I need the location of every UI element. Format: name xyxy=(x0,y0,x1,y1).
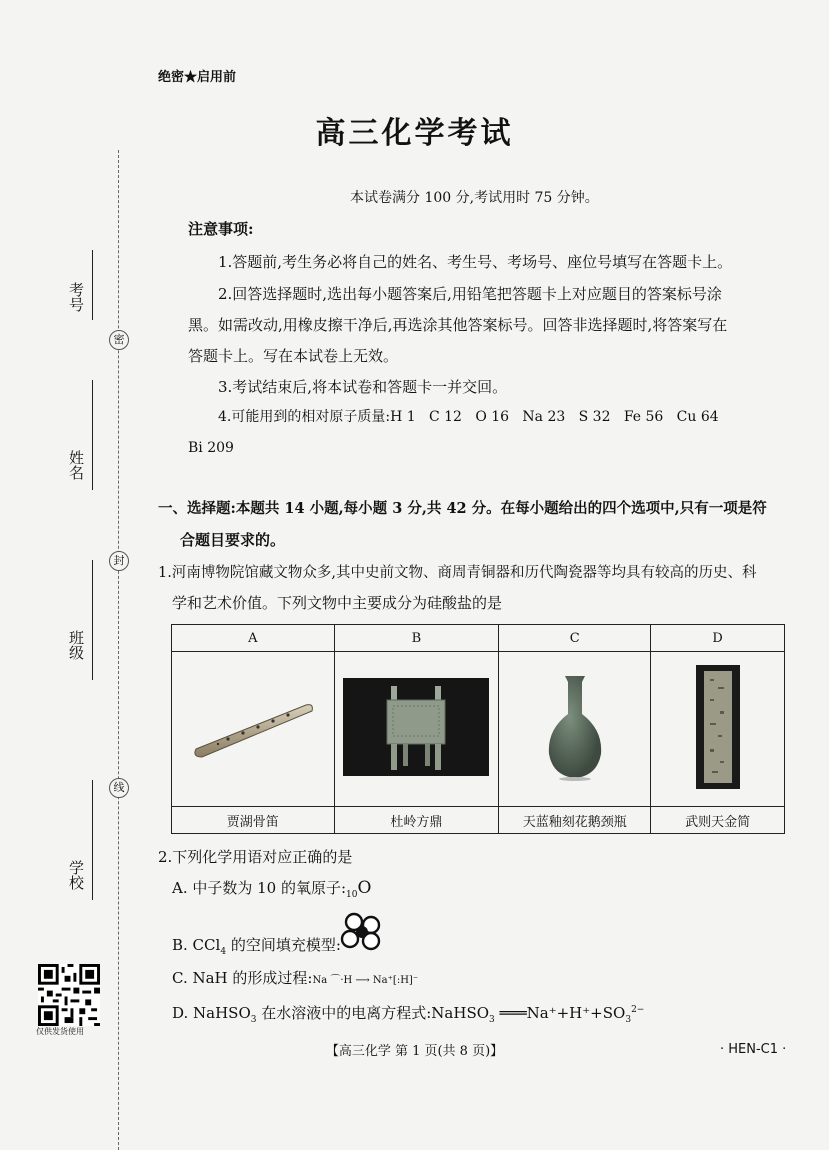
seal-xian-mark: 线 xyxy=(109,778,129,798)
qr-code xyxy=(38,964,100,1026)
notice-item-2-end: 答题卡上。写在本试卷上无效。 xyxy=(188,347,399,365)
ccl4-space-filling-model xyxy=(340,912,386,952)
school-label: 学校 xyxy=(67,860,85,890)
notice-heading: 注意事项: xyxy=(188,220,254,238)
exam-info: 本试卷满分 100 分,考试用时 75 分钟。 xyxy=(350,190,599,206)
name-label: 姓名 xyxy=(67,450,85,480)
school-blank xyxy=(92,780,93,900)
q2-c-text: C. NaH 的形成过程: xyxy=(172,969,313,987)
q2-b-sub: 4 xyxy=(220,947,227,957)
notice-item-2-cont: 黑。如需改动,用橡皮擦干净后,再选涂其他答案标号。回答非选择题时,将答案写在 xyxy=(188,316,728,334)
class-label: 班级 xyxy=(67,630,85,660)
section-heading-cont: 合题目要求的。 xyxy=(180,531,286,549)
q2-d-text: D. NaHSO xyxy=(172,1004,251,1022)
secret-label: 绝密★启用前 xyxy=(158,70,237,85)
notice-item-1: 1.答题前,考生务必将自己的姓名、考生号、考场号、座位号填写在答题卡上。 xyxy=(218,253,733,271)
q2-c-formula: Na ⌒·H ⟶ Na⁺[:H]⁻ xyxy=(312,975,419,986)
binding-dashed-line xyxy=(118,150,119,1150)
page-footer: 【高三化学 第 1 页(共 8 页)】 xyxy=(325,1044,504,1059)
name-blank xyxy=(92,380,93,490)
bronze-ding-image xyxy=(343,678,489,776)
section-heading: 一、选择题:本题共 14 小题,每小题 3 分,共 42 分。在每小题给出的四个选项中,只有一项是符 xyxy=(158,500,767,517)
q2-d-sub2: 3 xyxy=(489,1015,495,1025)
notice-item-4: 4.可能用到的相对原子质量:H 1 C 12 O 16 Na 23 S 32 Fe 56 Cu 64 xyxy=(218,409,719,425)
option-d-caption: 武则天金简 xyxy=(651,807,785,834)
celadon-vase-image xyxy=(535,672,615,782)
exam-number-blank xyxy=(92,250,93,320)
option-d-image-cell xyxy=(651,652,785,807)
q2-a-text: A. 中子数为 10 的氧原子: xyxy=(172,879,347,897)
gold-slip-image xyxy=(696,665,740,789)
notice-item-3: 3.考试结束后,将本试卷和答题卡一并交回。 xyxy=(218,378,508,396)
q2-b-rest: 的空间填充模型: xyxy=(226,936,341,954)
q1-stem: 1.河南博物院馆藏文物众多,其中史前文物、商周青铜器和历代陶瓷器等均具有较高的历史、科 xyxy=(158,565,757,581)
option-a-letter: A xyxy=(172,625,335,652)
q2-d-rest: 在水溶液中的电离方程式:NaHSO xyxy=(256,1004,490,1022)
q2-option-c xyxy=(172,968,418,991)
option-c-caption: 天蓝釉刻花鹅颈瓶 xyxy=(499,807,651,834)
q2-a-symbol: O xyxy=(357,878,372,898)
option-c-letter: C xyxy=(499,625,651,652)
option-b-caption: 杜岭方鼎 xyxy=(334,807,499,834)
option-b-letter: B xyxy=(334,625,499,652)
exam-number-label: 考号 xyxy=(67,282,85,312)
q1-options-table xyxy=(171,624,785,834)
option-a-caption: 贾湖骨笛 xyxy=(172,807,335,834)
q2-option-d xyxy=(172,1000,644,1030)
class-blank xyxy=(92,560,93,680)
paper-code: · HEN-C1 · xyxy=(720,1042,787,1057)
q1-stem-cont: 学和艺术价值。下列文物中主要成分为硅酸盐的是 xyxy=(172,594,503,612)
seal-feng-mark: 封 xyxy=(109,551,129,571)
option-c-image-cell xyxy=(499,652,651,807)
q2-d-sub: 3 xyxy=(250,1015,257,1025)
notice-item-4-cont: Bi 209 xyxy=(188,440,234,456)
option-d-letter: D xyxy=(651,625,785,652)
q2-stem: 2.下列化学用语对应正确的是 xyxy=(158,848,353,866)
page-title: 高三化学考试 xyxy=(315,116,514,151)
q2-a-mass: 10 xyxy=(346,890,358,900)
q2-d-sub3: 3 xyxy=(625,1015,632,1025)
q2-d-equation: ═══Na⁺+H⁺+SO xyxy=(494,1004,626,1022)
option-a-image-cell xyxy=(172,652,335,807)
q2-b-text: B. CCl xyxy=(172,936,221,954)
q2-d-charge: 2− xyxy=(631,1005,645,1015)
option-b-image-cell xyxy=(334,652,499,807)
q2-option-a xyxy=(172,878,371,905)
qr-caption: 仅供发货使用 xyxy=(36,1027,84,1036)
notice-item-2: 2.回答选择题时,选出每小题答案后,用铅笔把答题卡上对应题目的答案标号涂 xyxy=(218,285,722,303)
bone-flute-image xyxy=(188,687,318,767)
q2-option-b xyxy=(172,935,341,962)
seal-mi-mark: 密 xyxy=(109,330,129,350)
